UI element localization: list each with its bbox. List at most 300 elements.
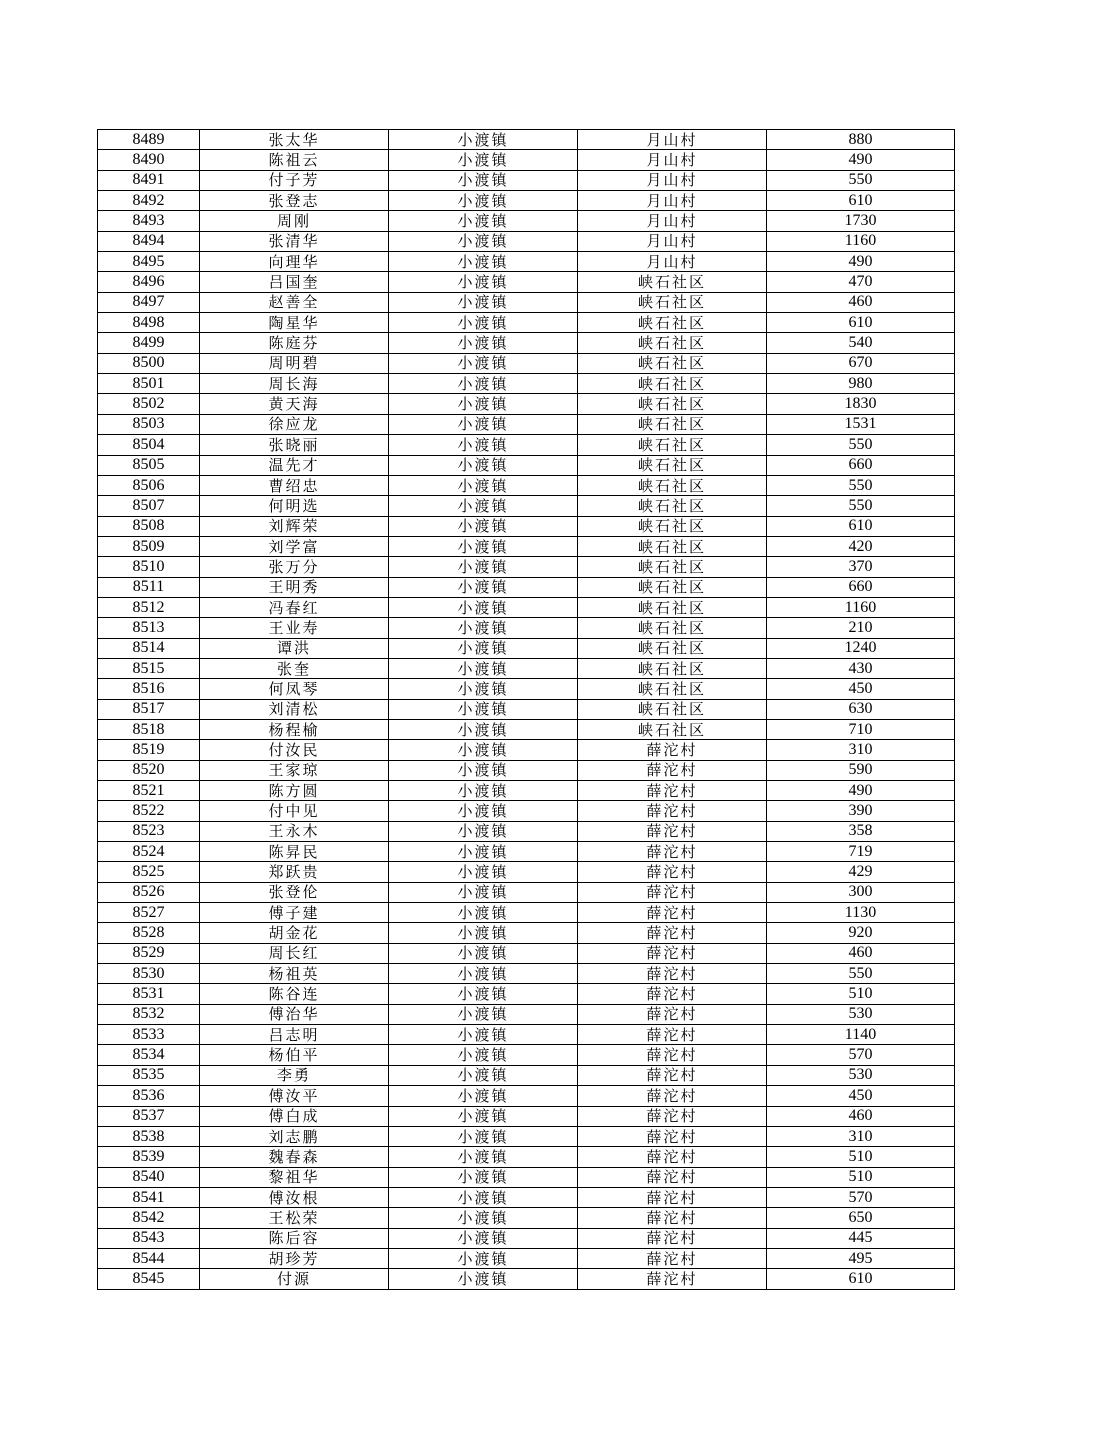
row-number-cell: 8538 xyxy=(98,1126,200,1146)
table-row xyxy=(98,862,955,882)
table-row xyxy=(98,882,955,902)
row-number-cell: 8504 xyxy=(98,435,200,455)
village-cell: 薛沱村 xyxy=(578,1248,767,1268)
amount-cell: 445 xyxy=(767,1228,955,1248)
village-cell: 薛沱村 xyxy=(578,821,767,841)
amount-cell: 540 xyxy=(767,333,955,353)
name-cell: 曹绍忠 xyxy=(200,475,389,495)
village-cell: 峡石社区 xyxy=(578,435,767,455)
row-number-cell: 8527 xyxy=(98,903,200,923)
table-row xyxy=(98,231,955,251)
table-row xyxy=(98,760,955,780)
town-cell: 小渡镇 xyxy=(389,374,578,394)
town-cell: 小渡镇 xyxy=(389,1106,578,1126)
village-cell: 月山村 xyxy=(578,252,767,272)
table-row xyxy=(98,1004,955,1024)
amount-cell: 510 xyxy=(767,1167,955,1187)
name-cell: 胡金花 xyxy=(200,923,389,943)
table-row xyxy=(98,455,955,475)
name-cell: 冯春红 xyxy=(200,597,389,617)
town-cell: 小渡镇 xyxy=(389,801,578,821)
amount-cell: 470 xyxy=(767,272,955,292)
town-cell: 小渡镇 xyxy=(389,150,578,170)
name-cell: 陈后容 xyxy=(200,1228,389,1248)
name-cell: 胡珍芳 xyxy=(200,1248,389,1268)
row-number-cell: 8512 xyxy=(98,597,200,617)
village-cell: 峡石社区 xyxy=(578,719,767,739)
amount-cell: 310 xyxy=(767,740,955,760)
amount-cell: 450 xyxy=(767,679,955,699)
row-number-cell: 8531 xyxy=(98,984,200,1004)
amount-cell: 490 xyxy=(767,252,955,272)
village-cell: 峡石社区 xyxy=(578,536,767,556)
name-cell: 张清华 xyxy=(200,231,389,251)
amount-cell: 570 xyxy=(767,1045,955,1065)
row-number-cell: 8532 xyxy=(98,1004,200,1024)
row-number-cell: 8497 xyxy=(98,292,200,312)
table-row xyxy=(98,475,955,495)
name-cell: 李勇 xyxy=(200,1065,389,1085)
village-cell: 薛沱村 xyxy=(578,1269,767,1289)
town-cell: 小渡镇 xyxy=(389,1167,578,1187)
village-cell: 峡石社区 xyxy=(578,577,767,597)
town-cell: 小渡镇 xyxy=(389,1065,578,1085)
village-cell: 峡石社区 xyxy=(578,597,767,617)
amount-cell: 650 xyxy=(767,1208,955,1228)
town-cell: 小渡镇 xyxy=(389,353,578,373)
table-row xyxy=(98,353,955,373)
amount-cell: 1130 xyxy=(767,903,955,923)
name-cell: 周刚 xyxy=(200,211,389,231)
table-row xyxy=(98,699,955,719)
row-number-cell: 8493 xyxy=(98,211,200,231)
table-row xyxy=(98,658,955,678)
table-body xyxy=(98,130,955,1290)
amount-cell: 610 xyxy=(767,1269,955,1289)
row-number-cell: 8489 xyxy=(98,130,200,150)
table-row xyxy=(98,618,955,638)
town-cell: 小渡镇 xyxy=(389,414,578,434)
row-number-cell: 8492 xyxy=(98,191,200,211)
village-cell: 月山村 xyxy=(578,191,767,211)
row-number-cell: 8496 xyxy=(98,272,200,292)
town-cell: 小渡镇 xyxy=(389,740,578,760)
name-cell: 赵善全 xyxy=(200,292,389,312)
name-cell: 杨伯平 xyxy=(200,1045,389,1065)
village-cell: 薛沱村 xyxy=(578,1208,767,1228)
row-number-cell: 8525 xyxy=(98,862,200,882)
table-row xyxy=(98,984,955,1004)
row-number-cell: 8520 xyxy=(98,760,200,780)
amount-cell: 719 xyxy=(767,842,955,862)
row-number-cell: 8545 xyxy=(98,1269,200,1289)
table-row xyxy=(98,211,955,231)
name-cell: 刘辉荣 xyxy=(200,516,389,536)
table-row xyxy=(98,435,955,455)
row-number-cell: 8503 xyxy=(98,414,200,434)
row-number-cell: 8524 xyxy=(98,842,200,862)
village-cell: 薛沱村 xyxy=(578,882,767,902)
village-cell: 峡石社区 xyxy=(578,374,767,394)
row-number-cell: 8534 xyxy=(98,1045,200,1065)
row-number-cell: 8510 xyxy=(98,557,200,577)
name-cell: 傅治华 xyxy=(200,1004,389,1024)
name-cell: 王永木 xyxy=(200,821,389,841)
table-row xyxy=(98,577,955,597)
name-cell: 王业寿 xyxy=(200,618,389,638)
table-row xyxy=(98,272,955,292)
village-cell: 薛沱村 xyxy=(578,1004,767,1024)
name-cell: 周长红 xyxy=(200,943,389,963)
table-row xyxy=(98,536,955,556)
name-cell: 周长海 xyxy=(200,374,389,394)
data-table xyxy=(97,129,955,1290)
village-cell: 薛沱村 xyxy=(578,1065,767,1085)
row-number-cell: 8502 xyxy=(98,394,200,414)
row-number-cell: 8499 xyxy=(98,333,200,353)
table-row xyxy=(98,842,955,862)
village-cell: 峡石社区 xyxy=(578,496,767,516)
row-number-cell: 8529 xyxy=(98,943,200,963)
row-number-cell: 8516 xyxy=(98,679,200,699)
village-cell: 峡石社区 xyxy=(578,394,767,414)
table-row xyxy=(98,150,955,170)
name-cell: 陶星华 xyxy=(200,313,389,333)
table-row xyxy=(98,1086,955,1106)
name-cell: 陈谷连 xyxy=(200,984,389,1004)
table-row xyxy=(98,597,955,617)
town-cell: 小渡镇 xyxy=(389,1086,578,1106)
name-cell: 何凤琴 xyxy=(200,679,389,699)
table-row xyxy=(98,943,955,963)
row-number-cell: 8491 xyxy=(98,170,200,190)
amount-cell: 1830 xyxy=(767,394,955,414)
table-row xyxy=(98,414,955,434)
row-number-cell: 8518 xyxy=(98,719,200,739)
village-cell: 月山村 xyxy=(578,130,767,150)
name-cell: 王松荣 xyxy=(200,1208,389,1228)
row-number-cell: 8526 xyxy=(98,882,200,902)
town-cell: 小渡镇 xyxy=(389,252,578,272)
table-row xyxy=(98,1187,955,1207)
town-cell: 小渡镇 xyxy=(389,1269,578,1289)
name-cell: 向理华 xyxy=(200,252,389,272)
table-row xyxy=(98,781,955,801)
village-cell: 峡石社区 xyxy=(578,475,767,495)
table-row xyxy=(98,1167,955,1187)
row-number-cell: 8544 xyxy=(98,1248,200,1268)
amount-cell: 430 xyxy=(767,658,955,678)
name-cell: 陈昇民 xyxy=(200,842,389,862)
town-cell: 小渡镇 xyxy=(389,1147,578,1167)
name-cell: 刘志鹏 xyxy=(200,1126,389,1146)
name-cell: 魏春森 xyxy=(200,1147,389,1167)
town-cell: 小渡镇 xyxy=(389,1025,578,1045)
village-cell: 月山村 xyxy=(578,150,767,170)
village-cell: 薛沱村 xyxy=(578,1045,767,1065)
amount-cell: 460 xyxy=(767,1106,955,1126)
name-cell: 杨程榆 xyxy=(200,719,389,739)
table-row xyxy=(98,1065,955,1085)
town-cell: 小渡镇 xyxy=(389,781,578,801)
amount-cell: 510 xyxy=(767,984,955,1004)
amount-cell: 920 xyxy=(767,923,955,943)
amount-cell: 1160 xyxy=(767,231,955,251)
town-cell: 小渡镇 xyxy=(389,984,578,1004)
town-cell: 小渡镇 xyxy=(389,842,578,862)
amount-cell: 590 xyxy=(767,760,955,780)
row-number-cell: 8514 xyxy=(98,638,200,658)
town-cell: 小渡镇 xyxy=(389,821,578,841)
row-number-cell: 8495 xyxy=(98,252,200,272)
village-cell: 薛沱村 xyxy=(578,1228,767,1248)
town-cell: 小渡镇 xyxy=(389,557,578,577)
name-cell: 付子芳 xyxy=(200,170,389,190)
village-cell: 薛沱村 xyxy=(578,964,767,984)
amount-cell: 710 xyxy=(767,719,955,739)
name-cell: 傅白成 xyxy=(200,1106,389,1126)
name-cell: 张登志 xyxy=(200,191,389,211)
town-cell: 小渡镇 xyxy=(389,862,578,882)
name-cell: 黄天海 xyxy=(200,394,389,414)
name-cell: 何明选 xyxy=(200,496,389,516)
town-cell: 小渡镇 xyxy=(389,923,578,943)
name-cell: 周明碧 xyxy=(200,353,389,373)
amount-cell: 370 xyxy=(767,557,955,577)
row-number-cell: 8541 xyxy=(98,1187,200,1207)
amount-cell: 460 xyxy=(767,943,955,963)
table-row xyxy=(98,1147,955,1167)
village-cell: 薛沱村 xyxy=(578,801,767,821)
village-cell: 月山村 xyxy=(578,231,767,251)
row-number-cell: 8501 xyxy=(98,374,200,394)
row-number-cell: 8523 xyxy=(98,821,200,841)
row-number-cell: 8522 xyxy=(98,801,200,821)
amount-cell: 660 xyxy=(767,577,955,597)
amount-cell: 880 xyxy=(767,130,955,150)
table-row xyxy=(98,130,955,150)
village-cell: 薛沱村 xyxy=(578,1106,767,1126)
town-cell: 小渡镇 xyxy=(389,435,578,455)
village-cell: 薛沱村 xyxy=(578,842,767,862)
table-row xyxy=(98,292,955,312)
name-cell: 陈庭芬 xyxy=(200,333,389,353)
town-cell: 小渡镇 xyxy=(389,516,578,536)
village-cell: 峡石社区 xyxy=(578,557,767,577)
amount-cell: 550 xyxy=(767,964,955,984)
town-cell: 小渡镇 xyxy=(389,394,578,414)
name-cell: 温先才 xyxy=(200,455,389,475)
village-cell: 薛沱村 xyxy=(578,1147,767,1167)
town-cell: 小渡镇 xyxy=(389,292,578,312)
town-cell: 小渡镇 xyxy=(389,272,578,292)
name-cell: 刘学富 xyxy=(200,536,389,556)
row-number-cell: 8521 xyxy=(98,781,200,801)
amount-cell: 210 xyxy=(767,618,955,638)
table-row xyxy=(98,333,955,353)
name-cell: 张晓丽 xyxy=(200,435,389,455)
village-cell: 薛沱村 xyxy=(578,1086,767,1106)
name-cell: 吕志明 xyxy=(200,1025,389,1045)
town-cell: 小渡镇 xyxy=(389,1004,578,1024)
village-cell: 薛沱村 xyxy=(578,1025,767,1045)
name-cell: 付中见 xyxy=(200,801,389,821)
name-cell: 王明秀 xyxy=(200,577,389,597)
village-cell: 薛沱村 xyxy=(578,1126,767,1146)
amount-cell: 610 xyxy=(767,313,955,333)
amount-cell: 550 xyxy=(767,170,955,190)
town-cell: 小渡镇 xyxy=(389,658,578,678)
village-cell: 薛沱村 xyxy=(578,862,767,882)
town-cell: 小渡镇 xyxy=(389,882,578,902)
table-row xyxy=(98,740,955,760)
town-cell: 小渡镇 xyxy=(389,455,578,475)
table-row xyxy=(98,394,955,414)
town-cell: 小渡镇 xyxy=(389,903,578,923)
amount-cell: 550 xyxy=(767,435,955,455)
amount-cell: 1730 xyxy=(767,211,955,231)
village-cell: 峡石社区 xyxy=(578,313,767,333)
row-number-cell: 8500 xyxy=(98,353,200,373)
name-cell: 王家琼 xyxy=(200,760,389,780)
town-cell: 小渡镇 xyxy=(389,1126,578,1146)
table-row xyxy=(98,821,955,841)
name-cell: 刘清松 xyxy=(200,699,389,719)
town-cell: 小渡镇 xyxy=(389,618,578,638)
table-row xyxy=(98,1106,955,1126)
town-cell: 小渡镇 xyxy=(389,333,578,353)
amount-cell: 1240 xyxy=(767,638,955,658)
name-cell: 吕国奎 xyxy=(200,272,389,292)
name-cell: 傅汝根 xyxy=(200,1187,389,1207)
town-cell: 小渡镇 xyxy=(389,679,578,699)
name-cell: 付汝民 xyxy=(200,740,389,760)
name-cell: 陈祖云 xyxy=(200,150,389,170)
amount-cell: 450 xyxy=(767,1086,955,1106)
name-cell: 张奎 xyxy=(200,658,389,678)
amount-cell: 660 xyxy=(767,455,955,475)
town-cell: 小渡镇 xyxy=(389,719,578,739)
name-cell: 杨祖英 xyxy=(200,964,389,984)
table-row xyxy=(98,719,955,739)
town-cell: 小渡镇 xyxy=(389,191,578,211)
village-cell: 峡石社区 xyxy=(578,638,767,658)
row-number-cell: 8511 xyxy=(98,577,200,597)
name-cell: 傅子建 xyxy=(200,903,389,923)
amount-cell: 530 xyxy=(767,1065,955,1085)
row-number-cell: 8517 xyxy=(98,699,200,719)
table-row xyxy=(98,1025,955,1045)
village-cell: 月山村 xyxy=(578,170,767,190)
town-cell: 小渡镇 xyxy=(389,536,578,556)
row-number-cell: 8508 xyxy=(98,516,200,536)
village-cell: 峡石社区 xyxy=(578,516,767,536)
town-cell: 小渡镇 xyxy=(389,964,578,984)
town-cell: 小渡镇 xyxy=(389,211,578,231)
table-row xyxy=(98,801,955,821)
amount-cell: 570 xyxy=(767,1187,955,1207)
amount-cell: 460 xyxy=(767,292,955,312)
amount-cell: 310 xyxy=(767,1126,955,1146)
row-number-cell: 8506 xyxy=(98,475,200,495)
name-cell: 郑跃贵 xyxy=(200,862,389,882)
village-cell: 薛沱村 xyxy=(578,1187,767,1207)
table-row xyxy=(98,638,955,658)
row-number-cell: 8519 xyxy=(98,740,200,760)
row-number-cell: 8507 xyxy=(98,496,200,516)
village-cell: 薛沱村 xyxy=(578,923,767,943)
amount-cell: 980 xyxy=(767,374,955,394)
town-cell: 小渡镇 xyxy=(389,1228,578,1248)
table-row xyxy=(98,1248,955,1268)
row-number-cell: 8542 xyxy=(98,1208,200,1228)
name-cell: 张登伦 xyxy=(200,882,389,902)
town-cell: 小渡镇 xyxy=(389,1187,578,1207)
name-cell: 陈方圆 xyxy=(200,781,389,801)
village-cell: 峡石社区 xyxy=(578,699,767,719)
table-row xyxy=(98,191,955,211)
row-number-cell: 8537 xyxy=(98,1106,200,1126)
village-cell: 峡石社区 xyxy=(578,658,767,678)
row-number-cell: 8543 xyxy=(98,1228,200,1248)
row-number-cell: 8539 xyxy=(98,1147,200,1167)
amount-cell: 358 xyxy=(767,821,955,841)
amount-cell: 390 xyxy=(767,801,955,821)
amount-cell: 490 xyxy=(767,150,955,170)
amount-cell: 1531 xyxy=(767,414,955,434)
row-number-cell: 8530 xyxy=(98,964,200,984)
amount-cell: 300 xyxy=(767,882,955,902)
village-cell: 峡石社区 xyxy=(578,455,767,475)
amount-cell: 429 xyxy=(767,862,955,882)
row-number-cell: 8528 xyxy=(98,923,200,943)
amount-cell: 530 xyxy=(767,1004,955,1024)
town-cell: 小渡镇 xyxy=(389,1248,578,1268)
table-row xyxy=(98,374,955,394)
village-cell: 峡石社区 xyxy=(578,292,767,312)
village-cell: 薛沱村 xyxy=(578,740,767,760)
amount-cell: 1160 xyxy=(767,597,955,617)
town-cell: 小渡镇 xyxy=(389,1045,578,1065)
amount-cell: 610 xyxy=(767,516,955,536)
row-number-cell: 8505 xyxy=(98,455,200,475)
amount-cell: 670 xyxy=(767,353,955,373)
village-cell: 薛沱村 xyxy=(578,984,767,1004)
town-cell: 小渡镇 xyxy=(389,943,578,963)
village-cell: 峡石社区 xyxy=(578,618,767,638)
amount-cell: 495 xyxy=(767,1248,955,1268)
amount-cell: 420 xyxy=(767,536,955,556)
town-cell: 小渡镇 xyxy=(389,638,578,658)
town-cell: 小渡镇 xyxy=(389,597,578,617)
amount-cell: 630 xyxy=(767,699,955,719)
name-cell: 张万分 xyxy=(200,557,389,577)
town-cell: 小渡镇 xyxy=(389,699,578,719)
table-row xyxy=(98,679,955,699)
name-cell: 付源 xyxy=(200,1269,389,1289)
village-cell: 峡石社区 xyxy=(578,414,767,434)
name-cell: 傅汝平 xyxy=(200,1086,389,1106)
row-number-cell: 8536 xyxy=(98,1086,200,1106)
name-cell: 黎祖华 xyxy=(200,1167,389,1187)
village-cell: 薛沱村 xyxy=(578,1167,767,1187)
row-number-cell: 8498 xyxy=(98,313,200,333)
row-number-cell: 8533 xyxy=(98,1025,200,1045)
table-row xyxy=(98,557,955,577)
amount-cell: 490 xyxy=(767,781,955,801)
table-row xyxy=(98,1045,955,1065)
amount-cell: 510 xyxy=(767,1147,955,1167)
